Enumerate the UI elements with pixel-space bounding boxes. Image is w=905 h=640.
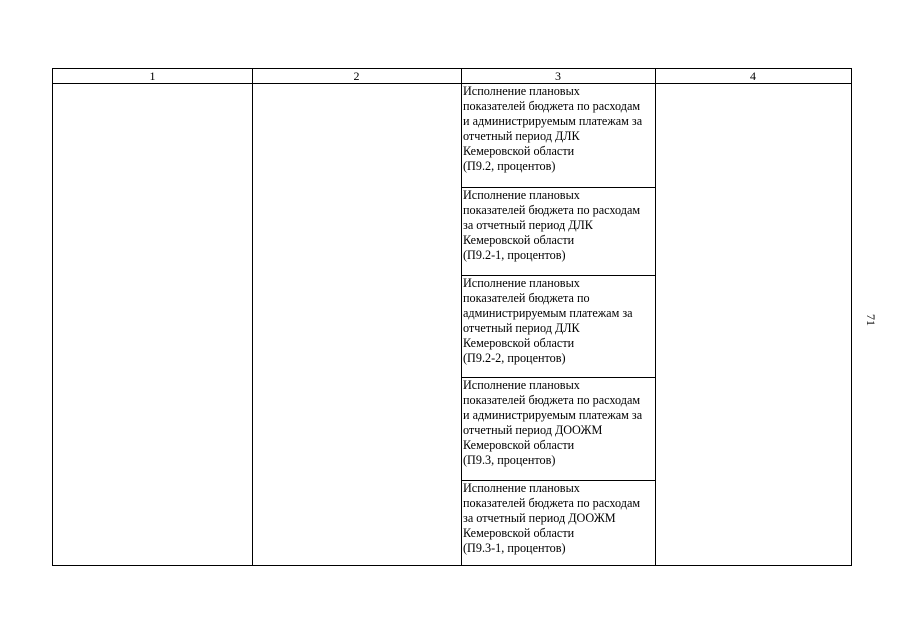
- cell-line: отчетный период ДООЖМ: [463, 423, 603, 437]
- cell-line: Исполнение плановых: [463, 188, 580, 202]
- cell-line: Кемеровской области: [463, 336, 575, 350]
- header-cell-1: 1: [149, 69, 156, 83]
- cell-line: показателей бюджета по расходам: [463, 496, 641, 510]
- cell-line: Кемеровской области: [463, 233, 575, 247]
- cell-line: показателей бюджета по: [463, 291, 590, 305]
- column-divider-1: [252, 69, 253, 565]
- cell-line: и администрируемым платежам за: [463, 408, 643, 422]
- header-cell-4: 4: [750, 69, 756, 83]
- cell-line: показателей бюджета по расходам: [463, 393, 641, 407]
- cell-line: (П9.3-1, процентов): [463, 541, 566, 555]
- cell-line: Исполнение плановых: [463, 84, 580, 98]
- cell-line: Кемеровской области: [463, 526, 575, 540]
- document-table: [52, 68, 852, 566]
- cell-line: показателей бюджета по расходам: [463, 99, 641, 113]
- cell-line: за отчетный период ДЛК: [463, 218, 593, 232]
- header-cell-2: 2: [353, 69, 360, 83]
- cell-line: Исполнение плановых: [463, 378, 580, 392]
- page-number: 71: [864, 314, 878, 326]
- cell-line: за отчетный период ДООЖМ: [463, 511, 616, 525]
- column-divider-3: [655, 69, 656, 565]
- cell-line: (П9.2-1, процентов): [463, 248, 566, 262]
- cell-line: Кемеровской области: [463, 144, 575, 158]
- table-cell-c3-r3: [461, 276, 655, 366]
- table-header-row: [53, 69, 851, 84]
- table-cell-c3-r2: [461, 188, 655, 263]
- cell-line: администрируемым платежам за: [463, 306, 633, 320]
- table-cell-c3-r1: [461, 84, 655, 174]
- cell-line: (П9.2-2, процентов): [463, 351, 566, 365]
- table-cell-c3-r5: [461, 481, 655, 556]
- cell-line: показателей бюджета по расходам: [463, 203, 641, 217]
- cell-line: отчетный период ДЛК: [463, 321, 580, 335]
- cell-line: и администрируемым платежам за: [463, 114, 643, 128]
- table-cell-c3-r4: [461, 378, 655, 468]
- cell-line: отчетный период ДЛК: [463, 129, 580, 143]
- cell-line: Кемеровской области: [463, 438, 575, 452]
- header-cell-3: 3: [555, 69, 561, 83]
- cell-line: Исполнение плановых: [463, 276, 580, 290]
- cell-line: Исполнение плановых: [463, 481, 580, 495]
- cell-line: (П9.3, процентов): [463, 453, 556, 467]
- cell-line: (П9.2, процентов): [463, 159, 556, 173]
